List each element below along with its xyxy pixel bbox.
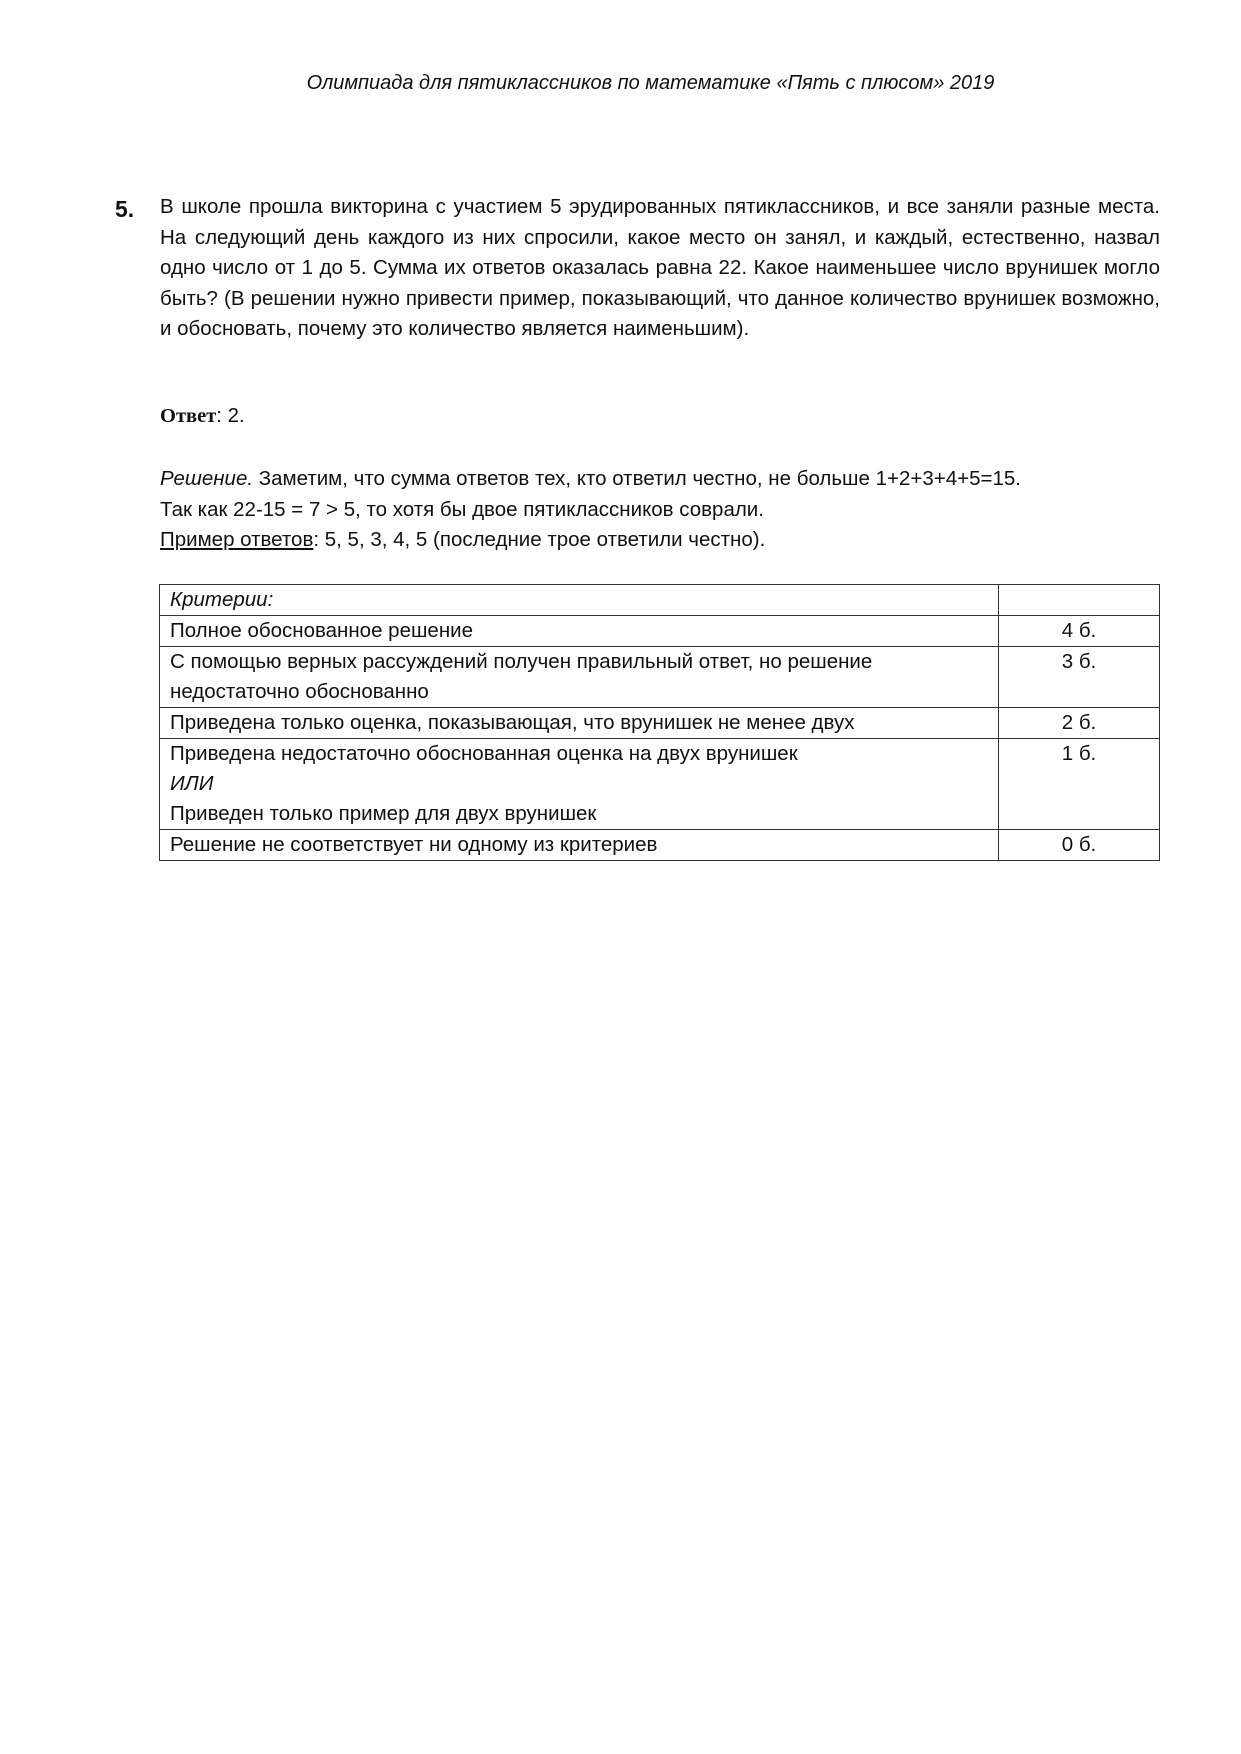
criteria-title-points [999, 585, 1160, 616]
criterion-points: 4 б. [999, 616, 1160, 647]
criterion-or: ИЛИ [170, 772, 214, 795]
criterion-description [160, 739, 999, 830]
criterion-points: 0 б. [999, 830, 1160, 861]
criterion-description: Полное обоснованное решение [160, 616, 999, 647]
example-label: Пример ответов [160, 528, 314, 551]
table-row [160, 616, 1160, 647]
table-row [160, 739, 1160, 830]
answer-value: : 2. [216, 404, 245, 427]
solution-text-1: Заметим, что сумма ответов тех, кто ответил честно, не больше 1+2+3+4+5=15. [253, 467, 1021, 490]
problem-number: 5. [115, 196, 135, 222]
criterion-description-a: Приведена недостаточно обоснованная оценка на двух врунишек [170, 742, 798, 765]
page-header: Олимпиада для пятиклассников по математике «Пять с плюсом» 2019 [306, 72, 995, 94]
table-row [160, 647, 1160, 708]
criteria-table [159, 584, 1160, 861]
solution-line-2: Так как 22-15 = 7 > 5, то хотя бы двое пятиклассников соврали. [160, 497, 764, 521]
solution-example [160, 525, 1160, 556]
criterion-description: Приведена только оценка, показывающая, что врунишек не менее двух [160, 708, 999, 739]
criterion-description: С помощью верных рассуждений получен правильный ответ, но решение недостаточно обоснованно [160, 647, 999, 708]
answer-label: Ответ [160, 405, 217, 427]
table-row [160, 585, 1160, 616]
table-row [160, 708, 1160, 739]
solution [160, 464, 1160, 556]
answer [160, 404, 245, 428]
criterion-points: 3 б. [999, 647, 1160, 708]
criteria-title: Критерии: [160, 585, 999, 616]
criterion-description-b: Приведен только пример для двух врунишек [170, 802, 597, 825]
problem-statement: В школе прошла викторина с участием 5 эрудированных пятиклассников, и все заняли разные места. На следующий день каждого из них спросили, какое место он занял, и каждый, естественно, назвал одно число от 1 до 5. Сумма их ответов оказалась равна 22. Какое наименьшее число врунишек могло быть? (В решении нужно привести пример, показывающий, что данное количество врунишек возможно, и обосновать, почему это количество является наименьшим). [160, 195, 1160, 340]
criterion-description: Решение не соответствует ни одному из критериев [160, 830, 999, 861]
solution-label: Решение. [160, 467, 254, 490]
table-row [160, 830, 1160, 861]
criterion-points: 1 б. [999, 739, 1160, 830]
criterion-points: 2 б. [999, 708, 1160, 739]
solution-line-1 [160, 464, 1160, 495]
example-text: : 5, 5, 3, 4, 5 (последние трое ответили честно). [313, 528, 766, 551]
